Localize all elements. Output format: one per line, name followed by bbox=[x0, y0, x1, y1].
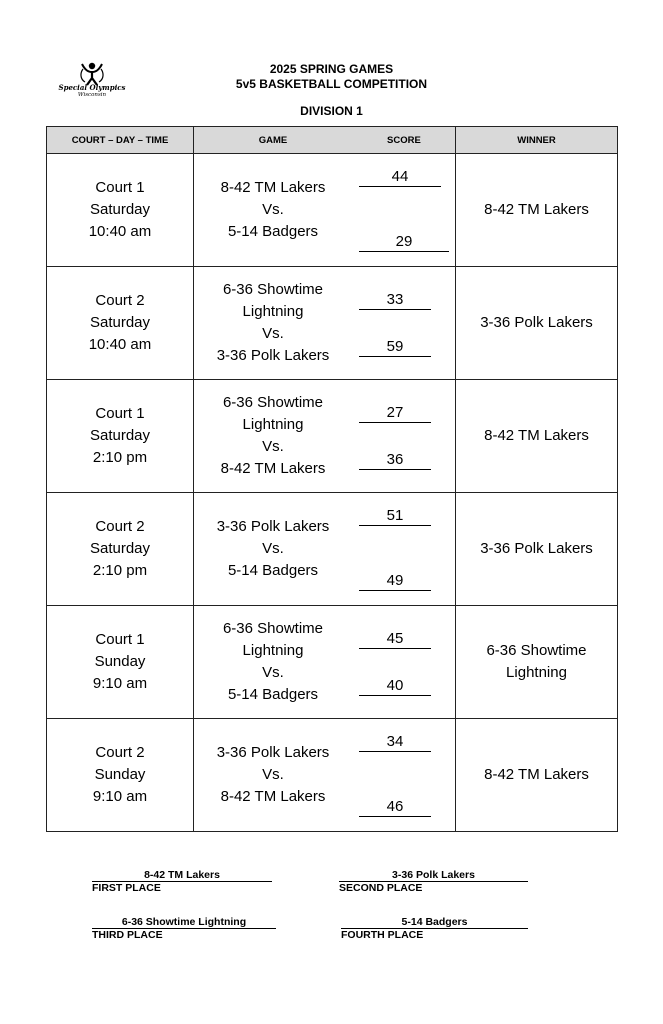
game-score-cell bbox=[194, 154, 456, 267]
table-row bbox=[47, 719, 618, 832]
team-2: 8-42 TM Lakers bbox=[220, 788, 326, 805]
third-place-block bbox=[92, 916, 276, 942]
day: Saturday bbox=[89, 314, 151, 331]
team-1: 6-36 Showtime Lightning bbox=[222, 394, 324, 433]
game-score-cell bbox=[194, 606, 456, 719]
score-1: 34 bbox=[359, 733, 431, 752]
team-2: 8-42 TM Lakers bbox=[220, 460, 326, 477]
score-2: 59 bbox=[359, 338, 431, 357]
team-1: 3-36 Polk Lakers bbox=[216, 744, 330, 761]
score-1: 27 bbox=[359, 404, 431, 423]
table-row bbox=[47, 380, 618, 493]
time: 9:10 am bbox=[92, 675, 148, 692]
day: Sunday bbox=[94, 766, 146, 783]
third-place-team: 6-36 Showtime Lightning bbox=[92, 916, 276, 929]
team-1: 6-36 Showtime Lightning bbox=[222, 281, 324, 320]
score-2: 29 bbox=[359, 233, 449, 252]
winner-cell bbox=[456, 606, 618, 719]
day: Saturday bbox=[89, 540, 151, 557]
score-2: 36 bbox=[359, 451, 431, 470]
versus-label: Vs. bbox=[262, 438, 284, 455]
score-2: 49 bbox=[359, 572, 431, 591]
team-1: 8-42 TM Lakers bbox=[220, 179, 326, 196]
score-1: 33 bbox=[359, 291, 431, 310]
table-row bbox=[47, 493, 618, 606]
first-place-block bbox=[92, 869, 272, 895]
court: Court 2 bbox=[95, 518, 145, 535]
winner-cell: 3-36 Polk Lakers bbox=[456, 493, 618, 606]
second-place-label: SECOND PLACE bbox=[339, 882, 423, 894]
game-score-cell bbox=[194, 493, 456, 606]
page-title: 2025 SPRING GAMES bbox=[269, 62, 394, 76]
court: Court 1 bbox=[95, 405, 145, 422]
fourth-place-block bbox=[341, 916, 528, 942]
court-day-time-cell bbox=[47, 380, 194, 493]
time: 10:40 am bbox=[88, 336, 152, 353]
score-2: 46 bbox=[359, 798, 431, 817]
division-label: DIVISION 1 bbox=[300, 104, 363, 118]
team-2: 3-36 Polk Lakers bbox=[216, 347, 330, 364]
team-2: 5-14 Badgers bbox=[227, 686, 319, 703]
column-header-game: GAME bbox=[258, 134, 288, 146]
second-place-team: 3-36 Polk Lakers bbox=[339, 869, 528, 882]
winner-cell: 8-42 TM Lakers bbox=[456, 380, 618, 493]
fourth-place-label: FOURTH PLACE bbox=[341, 929, 424, 941]
score-1: 45 bbox=[359, 630, 431, 649]
time: 9:10 am bbox=[92, 788, 148, 805]
team-1: 6-36 Showtime Lightning bbox=[222, 620, 324, 659]
logo-wordmark: Special Olympics bbox=[58, 83, 126, 92]
versus-label: Vs. bbox=[262, 325, 284, 342]
column-header-court-day-time: COURT – DAY – TIME bbox=[47, 127, 194, 154]
score-1: 44 bbox=[359, 168, 441, 187]
table-row bbox=[47, 267, 618, 380]
day: Sunday bbox=[94, 653, 146, 670]
table-header-row bbox=[47, 127, 618, 154]
court-day-time-cell bbox=[47, 493, 194, 606]
game-score-cell bbox=[194, 267, 456, 380]
court-day-time-cell bbox=[47, 606, 194, 719]
court: Court 2 bbox=[95, 292, 145, 309]
team-2: 5-14 Badgers bbox=[227, 562, 319, 579]
logo-subtitle: Wisconsin bbox=[77, 92, 107, 98]
table-row bbox=[47, 154, 618, 267]
time: 10:40 am bbox=[88, 223, 152, 240]
time: 2:10 pm bbox=[92, 562, 148, 579]
time: 2:10 pm bbox=[92, 449, 148, 466]
winner-name: 6-36 Showtime Lightning bbox=[486, 642, 587, 681]
first-place-team: 8-42 TM Lakers bbox=[92, 869, 272, 882]
court-day-time-cell bbox=[47, 267, 194, 380]
third-place-label: THIRD PLACE bbox=[92, 929, 163, 941]
team-2: 5-14 Badgers bbox=[227, 223, 319, 240]
page-subtitle: 5v5 BASKETBALL COMPETITION bbox=[235, 77, 428, 91]
column-header-score: SCORE bbox=[387, 134, 421, 146]
schedule-table bbox=[46, 126, 618, 832]
winner-cell: 8-42 TM Lakers bbox=[456, 719, 618, 832]
second-place-block bbox=[339, 869, 528, 895]
versus-label: Vs. bbox=[262, 766, 284, 783]
team-1: 3-36 Polk Lakers bbox=[216, 518, 330, 535]
versus-label: Vs. bbox=[262, 540, 284, 557]
column-header-winner: WINNER bbox=[456, 127, 618, 154]
day: Saturday bbox=[89, 427, 151, 444]
game-score-cell bbox=[194, 380, 456, 493]
court: Court 2 bbox=[95, 744, 145, 761]
winner-cell: 3-36 Polk Lakers bbox=[456, 267, 618, 380]
court: Court 1 bbox=[95, 179, 145, 196]
versus-label: Vs. bbox=[262, 664, 284, 681]
table-row bbox=[47, 606, 618, 719]
column-header-game-score bbox=[194, 127, 456, 154]
day: Saturday bbox=[89, 201, 151, 218]
score-1: 51 bbox=[359, 507, 431, 526]
first-place-label: FIRST PLACE bbox=[92, 882, 161, 894]
versus-label: Vs. bbox=[262, 201, 284, 218]
winner-cell: 8-42 TM Lakers bbox=[456, 154, 618, 267]
court-day-time-cell bbox=[47, 154, 194, 267]
game-score-cell bbox=[194, 719, 456, 832]
court-day-time-cell bbox=[47, 719, 194, 832]
court: Court 1 bbox=[95, 631, 145, 648]
fourth-place-team: 5-14 Badgers bbox=[341, 916, 528, 929]
score-2: 40 bbox=[359, 677, 431, 696]
